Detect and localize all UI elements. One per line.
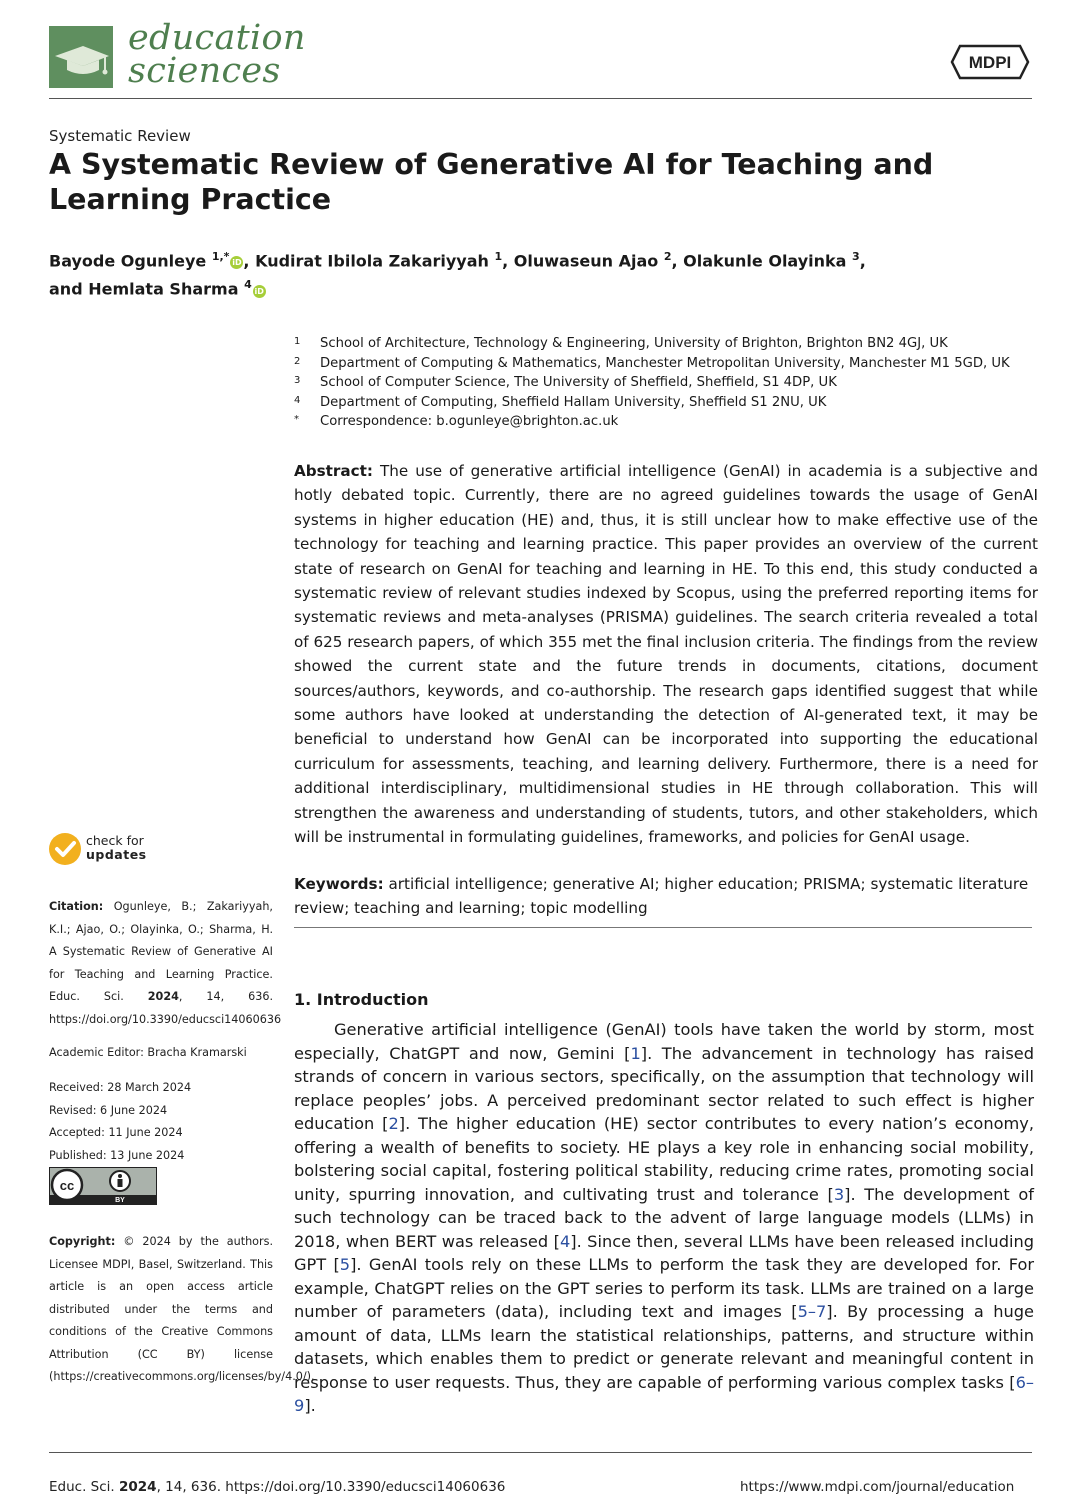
published-date: Published: 13 June 2024	[49, 1148, 185, 1162]
cc-by-label: BY	[115, 1197, 125, 1204]
check-line2: updates	[86, 847, 147, 862]
citation-link[interactable]: 3	[833, 1184, 845, 1204]
check-line1: check for	[86, 833, 144, 848]
footer-citation	[49, 1479, 505, 1495]
citation-block	[49, 896, 282, 1031]
footer-journal-url[interactable]: https://www.mdpi.com/journal/education	[740, 1479, 1015, 1495]
affiliation-number: 2	[294, 355, 301, 367]
keywords-label: Keywords:	[294, 875, 384, 893]
footer-journal: Educ. Sci.	[49, 1479, 115, 1495]
abstract	[294, 459, 1038, 850]
section-heading: 1. Introduction	[294, 990, 429, 1009]
citation-text-post[interactable]: , 14, 636. https://doi.org/10.3390/educsci14060636	[49, 990, 282, 1026]
author-affiliation-marker: 1	[494, 250, 503, 263]
author-and: and	[49, 279, 83, 299]
check-for-updates-badge[interactable]	[49, 833, 189, 873]
intro-text: ]. The development of such technology can be traced back to the advent of large language models (LLMs) in 2018, when BERT was released [	[294, 1184, 1035, 1251]
affiliation-row	[294, 373, 1054, 393]
author-name[interactable]: Bayode Ogunleye	[49, 251, 207, 271]
citation-link[interactable]: 6–9	[294, 1372, 1034, 1415]
affiliation-number: 3	[294, 375, 301, 387]
citation-link[interactable]: 4	[559, 1231, 571, 1251]
intro-text: ]. By processing a huge amount of data, LLMs learn the statistical relationships, patterns, and structure within datasets, which enables them to predict or generate relevant and meaningful content in response to user requests. Thus, they are capable of performing various complex tasks [	[294, 1302, 1034, 1392]
footer-year: 2024	[119, 1479, 157, 1495]
citation-year: 2024	[147, 990, 179, 1003]
author-affiliation-marker: 2	[663, 250, 672, 263]
footer-divider	[49, 1452, 1032, 1453]
journal-name-line1: education	[128, 18, 306, 58]
article-title: A Systematic Review of Generative AI for Teaching and Learning Practice	[49, 148, 934, 216]
copyright-block	[49, 1231, 315, 1389]
citation-text-pre: Ogunleye, B.; Zakariyyah, K.I.; Ajao, O.; Olayinka, O.; Sharma, H. A Systematic Review of Generative AI for Teaching and Learning Practice. Educ. Sci.	[49, 900, 273, 1003]
affiliation-row	[294, 334, 1054, 354]
affiliation-row	[294, 354, 1054, 374]
author-affiliation-marker: 3	[852, 250, 860, 263]
intro-text: ]. Since then, several LLMs have been released including GPT [	[294, 1231, 1034, 1274]
cc-by-license-badge[interactable]	[49, 1167, 157, 1205]
copyright-text: © 2024 by the authors. Licensee MDPI, Basel, Switzerland. This article is an open access article distributed under the terms and conditions of the Creative Commons Attribution (CC BY) license (https://creativecommons.org/licenses/by/4.0/).	[49, 1235, 315, 1383]
affiliation-number: 1	[294, 336, 301, 347]
keywords	[294, 872, 1038, 921]
mdpi-badge-icon	[950, 40, 1030, 84]
citation-link[interactable]: 5–7	[797, 1302, 827, 1321]
received-date: Received: 28 March 2024	[49, 1081, 192, 1094]
intro-text: ].	[304, 1396, 316, 1415]
author-name[interactable]: Kudirat Ibilola Zakariyyah	[255, 251, 489, 271]
intro-text: ]. GenAI tools rely on these LLMs to perform the task they are developed for. For example, ChatGPT relies on the GPT series to perform its task. LLMs are trained on a large number of parameters (data), including text and images [	[294, 1255, 1034, 1321]
footer-doi[interactable]: , 14, 636. https://doi.org/10.3390/educsci14060636	[156, 1479, 506, 1495]
graduation-cap-icon	[49, 26, 113, 88]
affiliation-number: 4	[294, 394, 301, 406]
affiliation-row	[294, 412, 1054, 432]
header-divider	[49, 98, 1032, 99]
abstract-divider	[294, 927, 1032, 928]
author-name[interactable]: Olakunle Olayinka	[683, 251, 847, 271]
abstract-text: The use of generative artificial intelligence (GenAI) in academia is a subjective and hotly debated topic. Currently, there are no agreed guidelines towards the usage of GenAI systems in higher education (HE) and, thus, it is still unclear how to make effective use of the technology for teaching and learning practice. This paper provides an overview of the current state of research on GenAI for teaching and learning in HE. To this end, this study conducted a systematic review of relevant studies indexed by Scopus, using the preferred reporting items for systematic reviews and meta-analyses (PRISMA) guidelines. The search criteria revealed a total of 625 research papers, of which 355 met the final inclusion criteria. The findings from the review showed the current state and the future trends in documents, citations, document sources/authors, keywords, and co-authorship. The research gaps identified suggest that while some authors have looked at understanding the detection of AI-generated text, it may be beneficial to understand how GenAI can be incorporated into supporting the educational curriculum for assessments, teaching, and learning delivery. Furthermore, there is a need for additional interdisciplinary, multidimensional studies in HE through collaboration. This will strengthen the awareness and understanding of students, tutors, and other stakeholders, which will be instrumental in formulating guidelines, frameworks, and policies for GenAI usage.	[294, 462, 1039, 847]
affiliation-text: Correspondence: b.ogunleye@brighton.ac.uk	[320, 414, 619, 430]
checkmark-icon	[49, 833, 81, 865]
copyright-label: Copyright:	[49, 1235, 116, 1248]
intro-text: ]. The advancement in technology has raised strands of concern in various sectors, specifically, on the assumption that technology will replace peoples’ jobs. A perceived predominant sector related to such effect is higher education [	[294, 1043, 1034, 1133]
citation-link[interactable]: 1	[630, 1043, 641, 1063]
academic-editor: Academic Editor: Bracha Kramarski	[49, 1046, 247, 1059]
author-list: Bayode Ogunleye $^{1,*}$ iD , Kudirat Ibilola Zakariyyah $^1$, Oluwaseun Ajao $^2$, Olakunle Olayinka $^3$, and Hemlata Sharma $^4$ iD	[49, 250, 866, 299]
citation-link[interactable]: 2	[388, 1114, 399, 1133]
cc-label: cc	[59, 1178, 75, 1193]
accepted-date: Accepted: 11 June 2024	[49, 1126, 183, 1139]
abstract-label: Abstract:	[294, 462, 374, 480]
orcid-icon[interactable]: iD	[254, 286, 264, 296]
affiliation-row	[294, 393, 1054, 413]
intro-text: Generative artificial intelligence (GenAI) tools have taken the world by storm, most especially, ChatGPT and now, Gemini [	[294, 1020, 1034, 1063]
journal-name-line2: sciences	[128, 51, 281, 91]
introduction-paragraph	[294, 1018, 1034, 1418]
affiliation-text: Department of Computing & Mathematics, Manchester Metropolitan University, Manchester M1 5GD, UK	[320, 355, 1010, 371]
author-name[interactable]: Hemlata Sharma	[88, 279, 239, 299]
author-name[interactable]: Oluwaseun Ajao	[513, 251, 659, 271]
journal-logo	[49, 26, 113, 88]
intro-text: ]. The higher education (HE) sector contributes to every nation’s economy, offering a wealth of benefits to society. HE plays a key role in enhancing social mobility, bolstering social capital, fostering political stability, reducing crime rates, promoting social unity, spurring innovation, and cultivating trust and tolerance [	[294, 1114, 1034, 1204]
affiliation-text: Department of Computing, Sheffield Hallam University, Sheffield S1 2NU, UK	[320, 394, 827, 410]
mdpi-logo[interactable]	[950, 40, 1030, 84]
affiliation-text: School of Computer Science, The University of Sheffield, Sheffield, S1 4DP, UK	[320, 375, 837, 391]
affiliation-text: School of Architecture, Technology & Engineering, University of Brighton, Brighton BN2 4GJ, UK	[320, 336, 948, 351]
keywords-text: artificial intelligence; generative AI; higher education; PRISMA; systematic literature review; teaching and learning; topic modelling	[294, 875, 1029, 918]
affiliation-number: *	[294, 414, 299, 426]
citation-link[interactable]: 5	[339, 1255, 351, 1274]
affiliations	[294, 334, 1054, 432]
revised-date: Revised: 6 June 2024	[49, 1103, 168, 1117]
journal-name[interactable]	[128, 18, 306, 91]
author-affiliation-marker: 4	[244, 278, 252, 292]
creative-commons-icon	[50, 1168, 156, 1204]
publisher-name: MDPI	[968, 53, 1012, 72]
orcid-icon[interactable]: iD	[232, 258, 242, 268]
author-affiliation-marker: 1,*	[211, 250, 230, 263]
dates-block	[49, 1077, 273, 1167]
citation-label: Citation:	[49, 900, 104, 913]
article-type: Systematic Review	[49, 127, 191, 145]
